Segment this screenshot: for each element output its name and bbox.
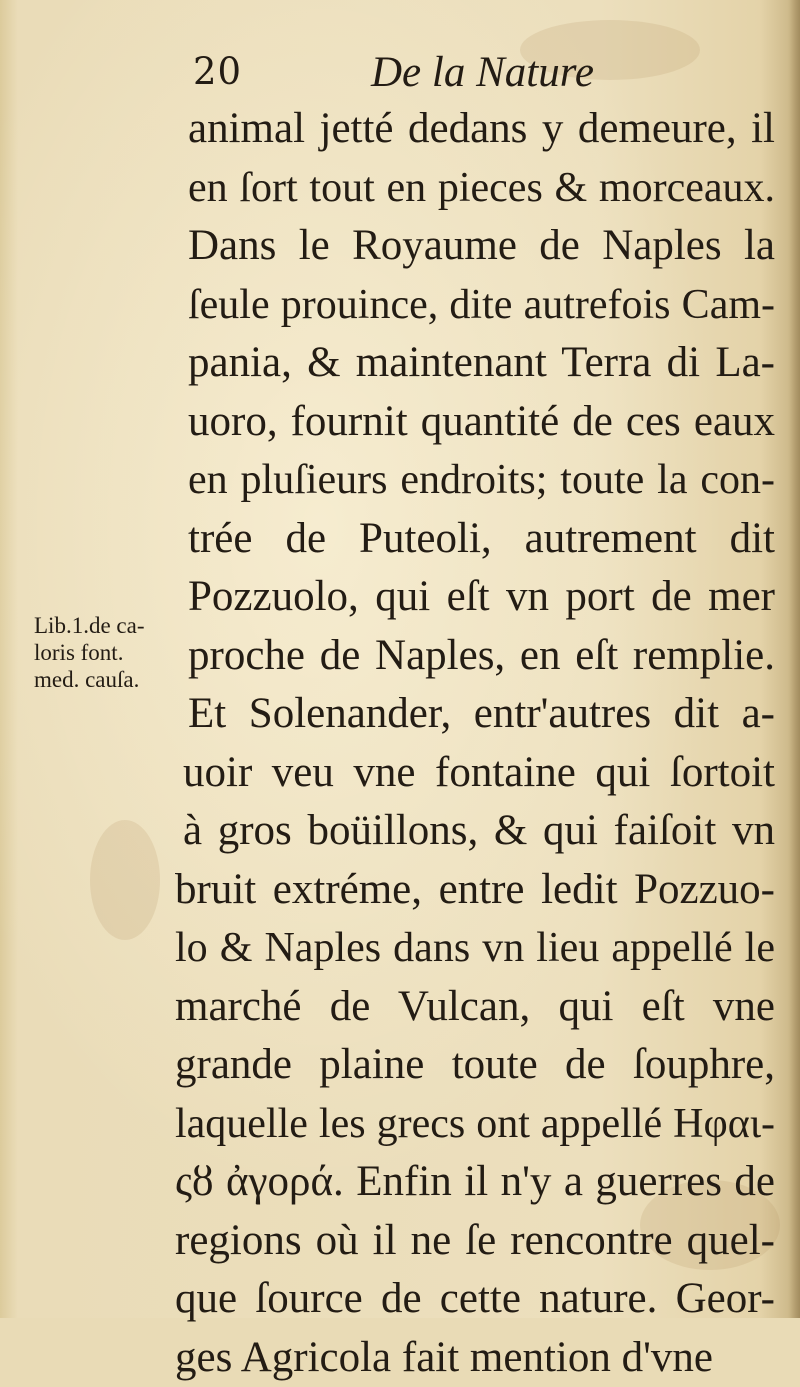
margin-note-line: Lib.1.de ca- bbox=[34, 612, 182, 639]
text-line: regions où il ne ſe rencontre quel- bbox=[175, 1212, 775, 1271]
text-line: à gros boüillons, & qui faiſoit vn bbox=[175, 802, 775, 861]
text-line: proche de Naples, en eſt remplie. bbox=[175, 627, 775, 686]
text-line: Et Solenander, entr'autres dit a- bbox=[175, 685, 775, 744]
text-line: Pozzuolo, qui eſt vn port de mer bbox=[175, 568, 775, 627]
text-line: lo & Naples dans vn lieu appellé le bbox=[175, 919, 775, 978]
text-line: uoro, fournit quantité de ces eaux bbox=[175, 393, 775, 452]
text-line: marché de Vulcan, qui eſt vne bbox=[175, 978, 775, 1037]
page-gutter-shadow bbox=[788, 0, 800, 1318]
margin-note-line: med. cauſa. bbox=[34, 666, 182, 693]
margin-note-line: loris font. bbox=[34, 639, 182, 666]
paper-stain bbox=[90, 820, 160, 940]
page-header bbox=[193, 48, 783, 108]
text-line: uoir veu vne fontaine qui ſortoit bbox=[175, 744, 775, 803]
text-line: laquelle les grecs ont appellé Ηφαι- bbox=[175, 1095, 775, 1154]
text-line: ges Agricola fait mention d'vne bbox=[175, 1329, 775, 1387]
text-line: Dans le Royaume de Naples la bbox=[175, 217, 775, 276]
text-line: animal jetté dedans y demeure, il bbox=[175, 100, 775, 159]
text-line: bruit extréme, entre ledit Pozzuo- bbox=[175, 861, 775, 920]
text-line: trée de Puteoli, autrement dit bbox=[175, 510, 775, 569]
text-line: ſeule prouince, dite autrefois Cam- bbox=[175, 276, 775, 335]
text-line: que ſource de cette nature. Geor- bbox=[175, 1270, 775, 1329]
text-line: en ſort tout en pieces & morceaux. bbox=[175, 159, 775, 218]
text-line: pania, & maintenant Terra di La- bbox=[175, 334, 775, 393]
margin-note bbox=[34, 612, 182, 693]
text-line: en pluſieurs endroits; toute la con- bbox=[175, 451, 775, 510]
page-number: 20 bbox=[193, 50, 242, 93]
running-title: De la Nature bbox=[371, 48, 594, 97]
body-text bbox=[175, 100, 775, 1387]
text-line: grande plaine toute de ſouphre, bbox=[175, 1036, 775, 1095]
text-line: ςȣ ἀγορά. Enfin il n'y a guerres de bbox=[175, 1153, 775, 1212]
